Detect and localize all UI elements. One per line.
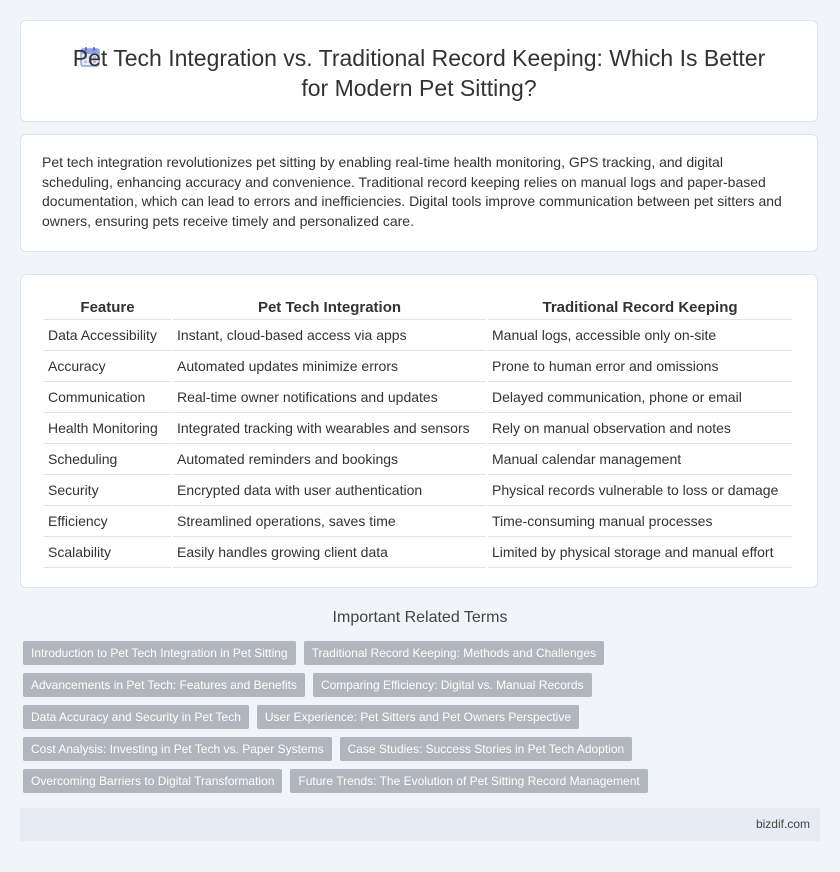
footer (20, 808, 820, 841)
table-cell: Prone to human error and omissions (488, 351, 792, 382)
related-term-tag[interactable]: Data Accuracy and Security in Pet Tech (23, 705, 249, 729)
intro-card (20, 134, 818, 252)
table-row (44, 351, 792, 382)
table-header-row (44, 295, 792, 320)
page-title: Pet Tech Integration vs. Traditional Record Keeping: Which Is Better for Modern Pet Sitting? (72, 45, 766, 101)
table-cell: Efficiency (44, 506, 171, 537)
related-terms-heading: Important Related Terms (332, 609, 508, 626)
related-term-tag[interactable]: User Experience: Pet Sitters and Pet Owners Perspective (257, 705, 579, 729)
table-row (44, 475, 792, 506)
table-row (44, 537, 792, 568)
related-term-tag[interactable]: Advancements in Pet Tech: Features and Benefits (23, 673, 305, 697)
related-term-tag[interactable]: Cost Analysis: Investing in Pet Tech vs. Paper Systems (23, 737, 332, 761)
table-row (44, 444, 792, 475)
related-term-tag[interactable]: Case Studies: Success Stories in Pet Tech Adoption (340, 737, 633, 761)
intro-paragraph: Pet tech integration revolutionizes pet sitting by enabling real-time health monitoring, GPS tracking, and digital scheduling, enhancing accuracy and convenience. Traditional record keeping relies on manual logs and paper-based documentation, which can lead to errors and inefficiencies. Digital tools improve communication between pet sitters and owners, ensuring pets receive timely and personalized care. (42, 154, 782, 229)
table-cell: Real-time owner notifications and updates (173, 382, 486, 413)
table-cell: Accuracy (44, 351, 171, 382)
footer-site-link[interactable]: bizdif.com (755, 817, 810, 831)
table-cell: Instant, cloud-based access via apps (173, 320, 486, 351)
table-cell: Encrypted data with user authentication (173, 475, 486, 506)
table-cell: Scheduling (44, 444, 171, 475)
table-row (44, 382, 792, 413)
table-cell: Automated reminders and bookings (173, 444, 486, 475)
comparison-table (42, 295, 794, 568)
table-cell: Rely on manual observation and notes (488, 413, 792, 444)
table-row (44, 506, 792, 537)
column-header-traditional: Traditional Record Keeping (488, 295, 792, 320)
related-term-tag[interactable]: Overcoming Barriers to Digital Transformation (23, 769, 282, 793)
table-cell: Streamlined operations, saves time (173, 506, 486, 537)
table-cell: Manual logs, accessible only on-site (488, 320, 792, 351)
column-header-feature: Feature (44, 295, 171, 320)
related-term-tag[interactable]: Traditional Record Keeping: Methods and Challenges (304, 641, 604, 665)
related-term-tag[interactable]: Introduction to Pet Tech Integration in Pet Sitting (23, 641, 296, 665)
table-cell: Integrated tracking with wearables and sensors (173, 413, 486, 444)
table-cell: Data Accessibility (44, 320, 171, 351)
table-cell: Health Monitoring (44, 413, 171, 444)
comparison-table-card (20, 274, 818, 588)
table-row (44, 320, 792, 351)
table-cell: Easily handles growing client data (173, 537, 486, 568)
related-term-tag[interactable]: Comparing Efficiency: Digital vs. Manual Records (313, 673, 592, 697)
table-cell: Communication (44, 382, 171, 413)
table-row (44, 413, 792, 444)
table-cell: Security (44, 475, 171, 506)
table-cell: Manual calendar management (488, 444, 792, 475)
header-card (20, 20, 818, 122)
column-header-pet-tech: Pet Tech Integration (173, 295, 486, 320)
related-terms-list (23, 641, 823, 793)
table-cell: Time-consuming manual processes (488, 506, 792, 537)
table-cell: Delayed communication, phone or email (488, 382, 792, 413)
table-cell: Scalability (44, 537, 171, 568)
table-cell: Limited by physical storage and manual effort (488, 537, 792, 568)
related-term-tag[interactable]: Future Trends: The Evolution of Pet Sitting Record Management (290, 769, 647, 793)
table-cell: Automated updates minimize errors (173, 351, 486, 382)
table-cell: Physical records vulnerable to loss or damage (488, 475, 792, 506)
